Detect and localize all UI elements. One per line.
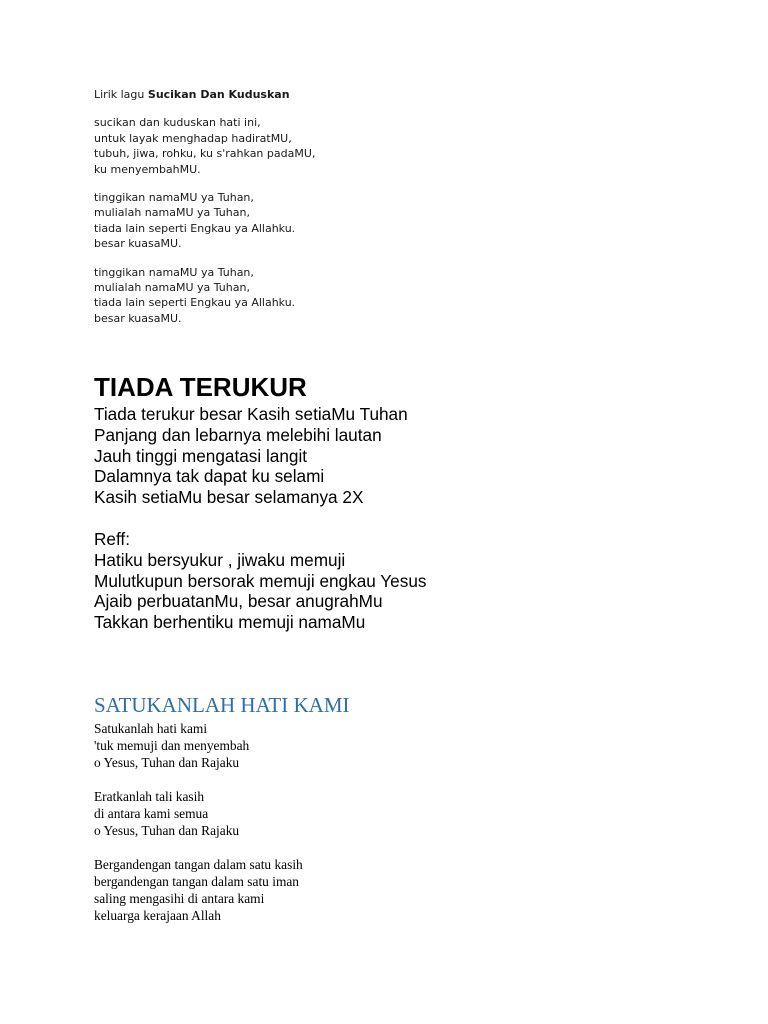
song-title: Sucikan Dan Kuduskan <box>147 88 290 101</box>
stanza <box>94 720 350 771</box>
lyric-line: sucikan dan kuduskan hati ini, <box>94 116 261 130</box>
song-title-line <box>94 87 315 102</box>
lyric-line: tiada lain seperti Engkau ya Allahku. <box>94 221 296 235</box>
lyric-line: tiada lain seperti Engkau ya Allahku. <box>94 296 296 310</box>
lyric-line: di antara kami semua <box>94 806 209 821</box>
lyric-line: mulialah namaMU ya Tuhan, <box>94 281 250 295</box>
verse <box>94 404 427 508</box>
reff <box>94 529 427 633</box>
stanza <box>94 856 350 924</box>
stanza <box>94 190 315 252</box>
lyric-line: Hatiku bersyukur , jiwaku memuji <box>94 549 346 570</box>
lyric-line: besar kuasaMU. <box>94 237 182 251</box>
lyric-line: Tiada terukur besar Kasih setiaMu Tuhan <box>94 404 408 424</box>
lyric-line: Satukanlah hati kami <box>94 721 208 736</box>
lyric-line: tinggikan namaMU ya Tuhan, <box>94 265 254 279</box>
stanza <box>94 115 315 177</box>
lyric-line: untuk layak menghadap hadiratMU, <box>94 131 292 145</box>
lyric-line: mulialah namaMU ya Tuhan, <box>94 206 250 220</box>
song-title: SATUKANLAH HATI KAMI <box>94 693 350 717</box>
song-tiada-terukur <box>94 370 427 633</box>
song-satukanlah-hati-kami <box>94 692 350 924</box>
lyric-line: 'tuk memuji dan menyembah <box>94 738 250 753</box>
lyric-line: tinggikan namaMU ya Tuhan, <box>94 191 254 205</box>
lyric-line: bergandengan tangan dalam satu iman <box>94 874 300 889</box>
lyric-line: Ajaib perbuatanMu, besar anugrahMu <box>94 591 383 612</box>
lyric-line: o Yesus, Tuhan dan Rajaku <box>94 755 240 770</box>
lyric-line: Dalamnya tak dapat ku selami <box>94 466 325 487</box>
lyric-line: besar kuasaMU. <box>94 311 182 325</box>
song-sucikan-dan-kuduskan <box>94 87 315 326</box>
lyric-line: Bergandengan tangan dalam satu kasih <box>94 857 303 872</box>
song-title: TIADA TERUKUR <box>94 372 307 402</box>
reff-label: Reff: <box>94 528 130 549</box>
lyric-line: Mulutkupun bersorak memuji engkau Yesus <box>94 570 427 591</box>
lyric-line: Kasih setiaMu besar selamanya 2X <box>94 487 364 508</box>
lyric-line: Jauh tinggi mengatasi langit <box>94 445 308 466</box>
lyric-line: saling mengasihi di antara kami <box>94 891 265 906</box>
lyric-line: Eratkanlah tali kasih <box>94 789 205 804</box>
stanza <box>94 788 350 839</box>
stanza <box>94 265 315 327</box>
lyric-line: keluarga kerajaan Allah <box>94 908 221 923</box>
lyric-line: o Yesus, Tuhan dan Rajaku <box>94 823 240 838</box>
title-prefix: Lirik lagu <box>94 88 145 101</box>
lyric-line: tubuh, jiwa, rohku, ku s'rahkan padaMU, <box>94 147 316 161</box>
lyric-line: Panjang dan lebarnya melebihi lautan <box>94 424 382 445</box>
lyric-line: Takkan berhentiku memuji namaMu <box>94 612 366 633</box>
lyric-line: ku menyembahMU. <box>94 162 201 176</box>
